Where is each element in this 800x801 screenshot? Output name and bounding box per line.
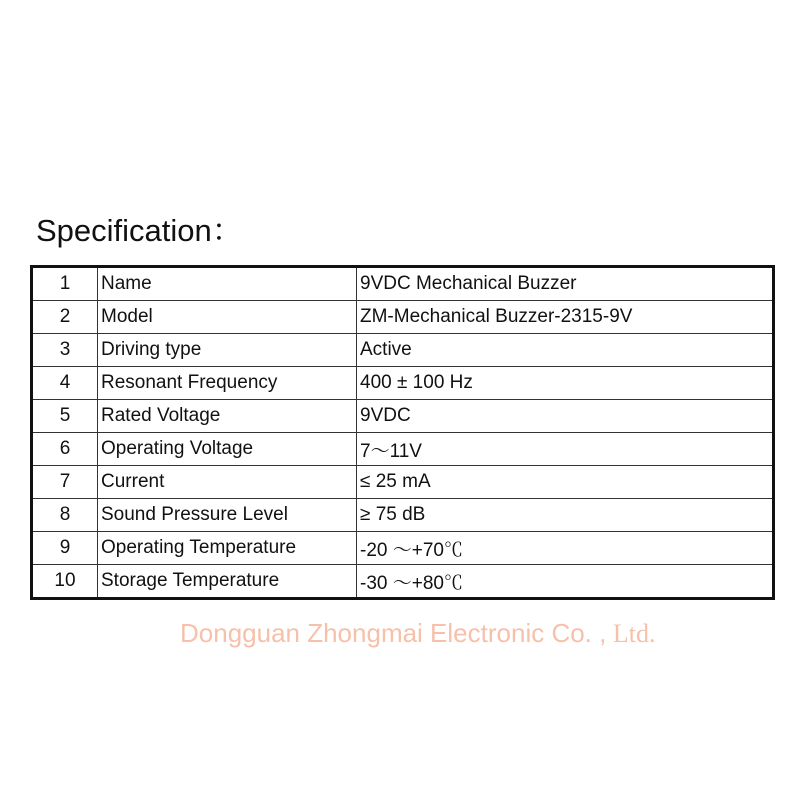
spec-name: Sound Pressure Level xyxy=(98,499,357,532)
spec-value: ≥ 75 dB xyxy=(357,499,774,532)
spec-value: -30 ～+80℃ xyxy=(357,565,774,599)
row-number: 10 xyxy=(32,565,98,599)
spec-value: ZM-Mechanical Buzzer-2315-9V xyxy=(357,301,774,334)
spec-name: Name xyxy=(98,267,357,301)
spec-name: Storage Temperature xyxy=(98,565,357,599)
table-row xyxy=(32,466,774,499)
table-row xyxy=(32,367,774,400)
spec-value: -20 ～+70℃ xyxy=(357,532,774,565)
row-number: 3 xyxy=(32,334,98,367)
row-number: 4 xyxy=(32,367,98,400)
spec-name: Rated Voltage xyxy=(98,400,357,433)
spec-value: 7～11V xyxy=(357,433,774,466)
table-row xyxy=(32,499,774,532)
row-number: 6 xyxy=(32,433,98,466)
spec-value: 9VDC Mechanical Buzzer xyxy=(357,267,774,301)
table-row xyxy=(32,565,774,599)
spec-value: Active xyxy=(357,334,774,367)
spec-name: Model xyxy=(98,301,357,334)
row-number: 5 xyxy=(32,400,98,433)
watermark-suffix: Ltd. xyxy=(606,619,656,648)
table-row xyxy=(32,301,774,334)
row-number: 9 xyxy=(32,532,98,565)
watermark-text: Dongguan Zhongmai Electronic Co. , xyxy=(180,618,607,648)
row-number: 7 xyxy=(32,466,98,499)
spec-name: Operating Voltage xyxy=(98,433,357,466)
spec-name: Resonant Frequency xyxy=(98,367,357,400)
spec-value: 400 ± 100 Hz xyxy=(357,367,774,400)
watermark xyxy=(180,618,655,649)
spec-value: ≤ 25 mA xyxy=(357,466,774,499)
table-row xyxy=(32,433,774,466)
page-title: Specification： xyxy=(36,213,243,248)
spec-table xyxy=(30,265,775,600)
spec-name: Current xyxy=(98,466,357,499)
spec-name: Driving type xyxy=(98,334,357,367)
table-row xyxy=(32,334,774,367)
row-number: 2 xyxy=(32,301,98,334)
row-number: 8 xyxy=(32,499,98,532)
spec-name: Operating Temperature xyxy=(98,532,357,565)
table-row xyxy=(32,532,774,565)
table-row xyxy=(32,400,774,433)
row-number: 1 xyxy=(32,267,98,301)
table-row xyxy=(32,267,774,301)
spec-value: 9VDC xyxy=(357,400,774,433)
